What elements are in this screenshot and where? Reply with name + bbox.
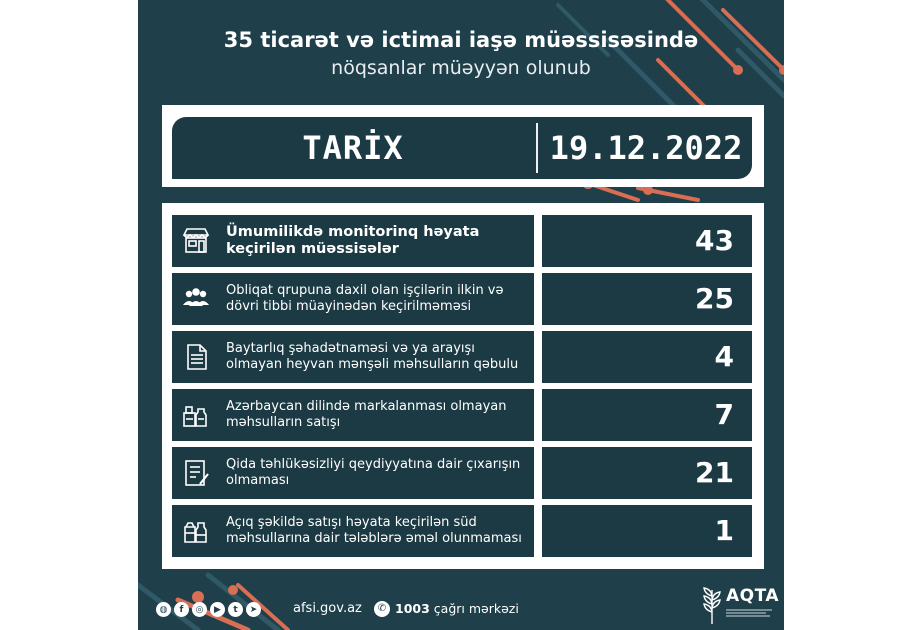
facebook-icon[interactable]: f	[174, 602, 189, 617]
storefront-icon	[180, 225, 212, 257]
footer	[138, 586, 784, 630]
stat-label: Açıq şəkildə satışı həyata keçirilən süd məhsullarına dair tələblərə əməl olunmaması	[226, 515, 522, 546]
stat-label-cell	[172, 389, 534, 441]
stat-label: Qida təhlükəsizliyi qeydiyyatına dair çıxarışın olmaması	[226, 457, 521, 488]
stat-value-cell	[542, 447, 752, 499]
stat-value: 21	[695, 456, 734, 489]
globe-icon[interactable]: ◍	[156, 602, 171, 617]
brand-subtitle-lines	[726, 608, 776, 618]
stat-value: 4	[714, 340, 734, 373]
stat-label: Baytarlıq şəhadətnaməsi və ya arayışı olmayan heyvan mənşəli məhsulların qəbulu	[226, 341, 519, 372]
brand-logo	[700, 584, 780, 628]
stat-value: 1	[714, 514, 734, 547]
stat-value: 7	[714, 398, 734, 431]
date-bar	[172, 117, 752, 179]
telegram-icon[interactable]: ➤	[246, 602, 261, 617]
stat-label-cell	[172, 215, 534, 267]
phone-icon: ✆	[374, 601, 390, 617]
stat-value-cell	[542, 273, 752, 325]
hotline-number: 1003	[395, 601, 430, 616]
hotline-label: çağrı mərkəzi	[433, 601, 519, 616]
stat-label: Obliqat qrupuna daxil olan işçilərin ilkin və dövri tibbi müayinədən keçirilməməsi	[226, 283, 504, 314]
stat-value: 43	[695, 224, 734, 257]
people-group-icon	[180, 283, 212, 315]
stat-label: Ümumilikdə monitorinq həyata keçirilən müəssisələr	[226, 224, 480, 257]
website-link[interactable]: afsi.gov.az	[293, 601, 362, 616]
youtube-icon[interactable]: ▶	[210, 602, 225, 617]
stat-value: 25	[695, 282, 734, 315]
stat-value-cell	[542, 331, 752, 383]
dairy-icon	[180, 515, 212, 547]
instagram-icon[interactable]: ◎	[192, 602, 207, 617]
stat-label: Azərbaycan dilində markalanması olmayan məhsulların satışı	[226, 399, 507, 430]
twitter-icon[interactable]: t	[228, 602, 243, 617]
date-divider	[536, 123, 538, 173]
date-label: TARİX	[302, 129, 404, 167]
brand-name: AQTA	[726, 586, 780, 606]
stat-value-cell	[542, 389, 752, 441]
date-value: 19.12.2022	[549, 129, 743, 167]
stat-label-cell	[172, 273, 534, 325]
stat-label-cell	[172, 331, 534, 383]
social-links	[156, 602, 261, 617]
wheat-icon	[700, 584, 724, 628]
checklist-icon	[180, 457, 212, 489]
stat-value-cell	[542, 505, 752, 557]
hotline	[395, 601, 519, 616]
products-icon	[180, 399, 212, 431]
stat-label-cell	[172, 447, 534, 499]
stat-label-cell	[172, 505, 534, 557]
stat-value-cell	[542, 215, 752, 267]
subheadline: nöqsanlar müəyyən olunub	[331, 57, 591, 79]
document-icon	[180, 341, 212, 373]
infographic-poster	[138, 0, 784, 630]
headline: 35 ticarət və ictimai iaşə müəssisəsində	[223, 28, 699, 52]
